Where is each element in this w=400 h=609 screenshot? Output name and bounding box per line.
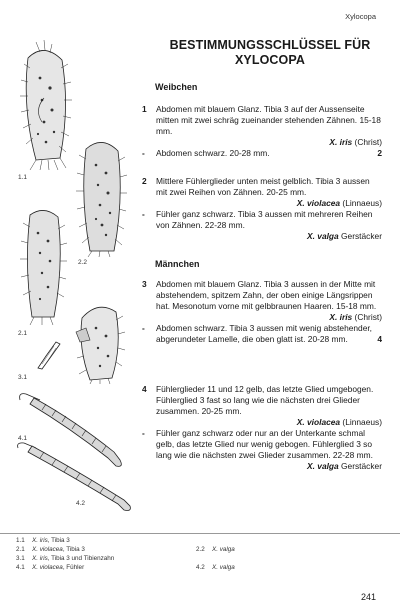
page-title	[150, 38, 390, 68]
couplet-1	[142, 104, 382, 159]
species-result	[142, 137, 382, 148]
illustration-antenna-valga	[14, 440, 136, 516]
illustration-tibia-valga	[74, 135, 128, 257]
figure-label: 1.1	[18, 174, 28, 181]
couplet-2	[142, 176, 382, 242]
legend-entry: 4.2 X. valga	[196, 564, 235, 571]
legend-entry: 1.1 X. iris, Tibia 3	[16, 537, 70, 544]
page-number: 241	[360, 592, 376, 602]
couplet-4	[142, 384, 382, 472]
couplet-dash: -	[142, 428, 145, 438]
figure-label: 3.1	[18, 374, 28, 381]
section-heading-males: Männchen	[155, 259, 200, 269]
species-result	[142, 231, 382, 242]
species-result	[142, 461, 382, 472]
couplet-dash: -	[142, 209, 145, 219]
footer-divider	[0, 533, 400, 534]
species-name: X. valga	[307, 461, 339, 471]
species-name: X. iris	[329, 137, 353, 147]
species-name: X. violacea	[296, 198, 341, 208]
title-line-1: BESTIMMUNGSSCHLÜSSEL FÜR	[169, 38, 371, 52]
species-result	[142, 417, 382, 428]
figure-label: 4.1	[18, 435, 28, 442]
species-author: (Linnaeus)	[340, 417, 382, 427]
couplet-text: Fühler ganz schwarz oder nur an der Unterkante schmal gelb, das letzte Glied nur wenig gebogen. Fühlerglied 3 so lang wie die nächsten zwei Glieder zusammen. 22-28 mm.	[156, 428, 373, 460]
couplet-number: 4	[142, 384, 147, 394]
species-author: (Linnaeus)	[340, 198, 382, 208]
species-result	[142, 312, 382, 323]
figure-label: 2.1	[18, 330, 28, 337]
couplet-text: Abdomen schwarz. Tibia 3 aussen mit wenig abstehender, abgerundeter Lamelle, die oben glatt ist. 20-28 mm.	[156, 323, 373, 344]
goto-number: 2	[377, 148, 382, 158]
running-head: Xylocopa	[345, 12, 376, 21]
illustration-tibia-iris-male	[72, 298, 126, 384]
couplet-dash: -	[142, 323, 145, 333]
couplet-number: 1	[142, 104, 147, 114]
species-author: (Christ)	[352, 137, 382, 147]
couplet-dash: -	[142, 148, 145, 158]
legend-entry: 2.1 X. violacea, Tibia 3	[16, 546, 85, 553]
species-author: Gerstäcker	[338, 231, 382, 241]
species-name: X. violacea	[296, 417, 341, 427]
goto-number: 4	[377, 334, 382, 344]
couplet-text: Abdomen mit blauem Glanz. Tibia 3 auf der Aussenseite mitten mit zwei schräg zueinander stehenden Zähnen. 15-18 mm.	[156, 104, 381, 136]
title-line-2: XYLOCOPA	[234, 53, 306, 67]
species-name: X. valga	[307, 231, 339, 241]
section-heading-females: Weibchen	[155, 82, 198, 92]
legend-entry: 3.1 X. iris, Tibia 3 und Tibienzahn	[16, 555, 115, 562]
couplet-number: 3	[142, 279, 147, 289]
couplet-number: 2	[142, 176, 147, 186]
figure-label: 2.2	[78, 259, 88, 266]
species-author: Gerstäcker	[338, 461, 382, 471]
species-result	[142, 198, 382, 209]
illustration-tibia-iris	[14, 38, 76, 170]
couplet-text: Mittlere Fühlerglieder unten meist gelblich. Tibia 3 aussen mit zwei Reihen von Zähnen. 20-25 mm.	[156, 176, 370, 197]
legend-entry: 4.1 X. violacea, Fühler	[16, 564, 85, 571]
couplet-3	[142, 279, 382, 345]
figure-label: 4.2	[76, 500, 86, 507]
illustration-tibial-tooth	[36, 340, 62, 370]
species-name: X. iris	[329, 312, 353, 322]
couplet-text: Fühlerglieder 11 und 12 gelb, das letzte Glied umgebogen. Fühlerglied 3 fast so lang wie die nächsten drei Glieder zusammen. 20-25 mm.	[156, 384, 374, 416]
illustration-tibia-violacea	[16, 205, 70, 325]
couplet-text: Abdomen mit blauem Glanz. Tibia 3 aussen in der Mitte mit abstehendem, spitzem Zahn, der oben einige Längsrippen hat. Mesonotum vorne mit gelbbraunen Haaren. 15-18 mm.	[156, 279, 377, 311]
couplet-text: Fühler ganz schwarz. Tibia 3 aussen mit mehreren Reihen von Zähnen. 22-28 mm.	[156, 209, 373, 230]
species-author: (Christ)	[352, 312, 382, 322]
legend-entry: 2.2 X. valga	[196, 546, 235, 553]
couplet-text: Abdomen schwarz. 20-28 mm.	[156, 148, 270, 158]
